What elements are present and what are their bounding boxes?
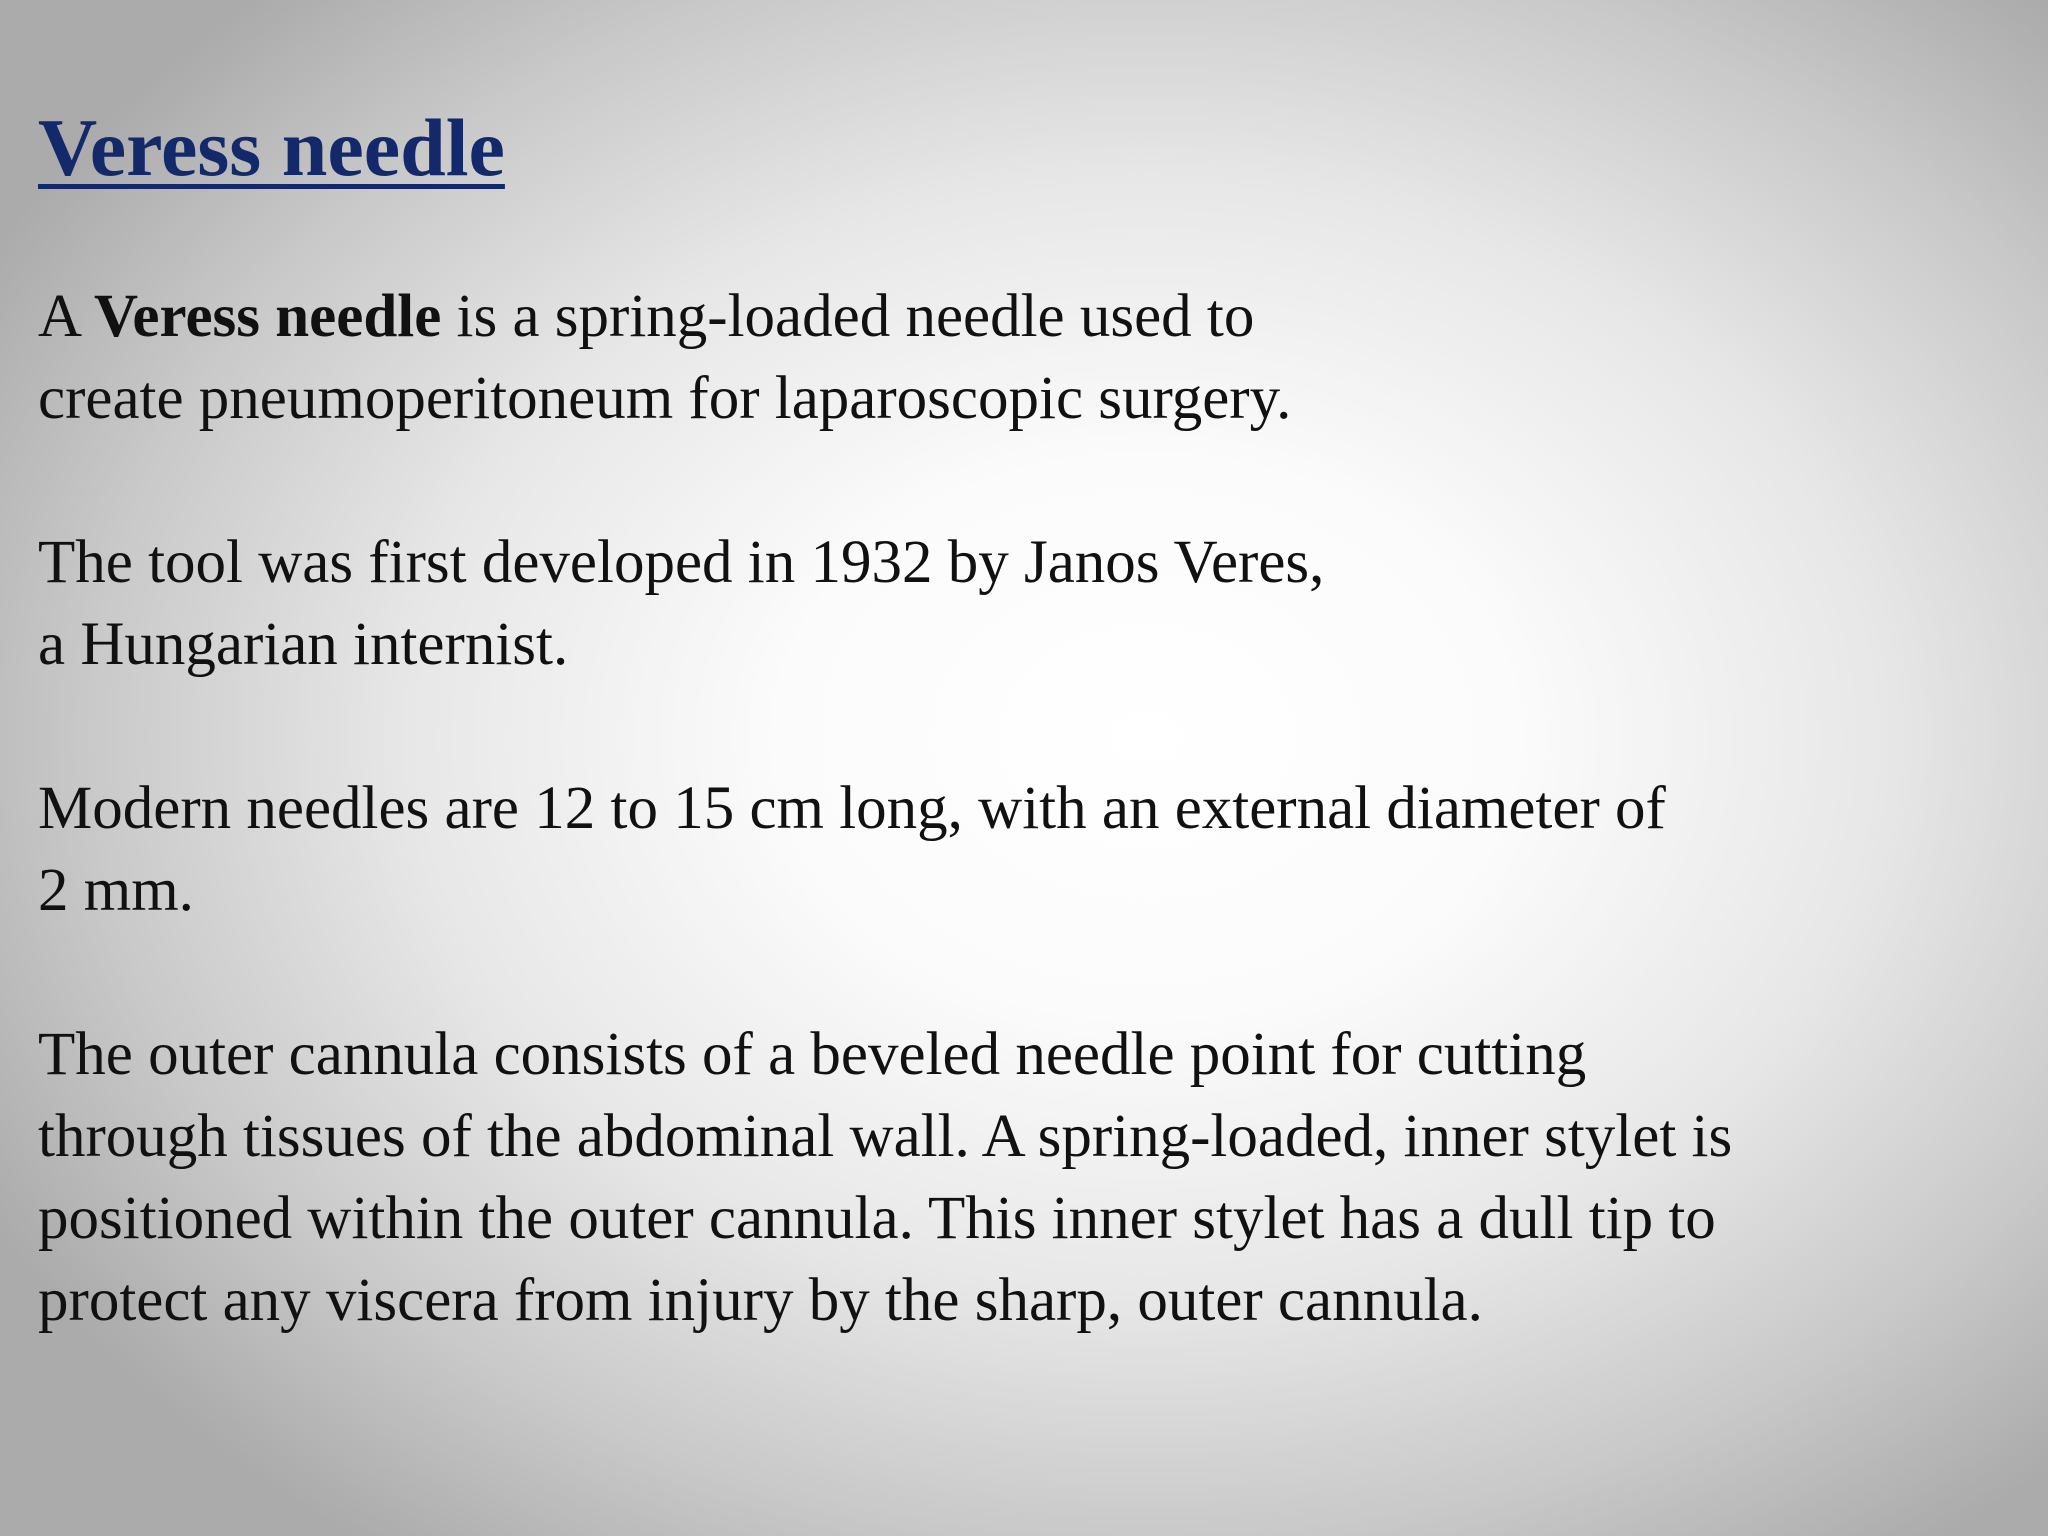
text-run: A <box>38 283 94 350</box>
paragraph-line: Modern needles are 12 to 15 cm long, with an external diameter of <box>38 775 1666 842</box>
text-run: is a spring-loaded needle used to <box>441 283 1255 350</box>
paragraph-line: through tissues of the abdominal wall. A spring-loaded, inner stylet is <box>38 1103 1733 1170</box>
slide-title: Veress needle <box>38 102 505 193</box>
paragraph-line: positioned within the outer cannula. This inner stylet has a dull tip to <box>38 1185 1716 1252</box>
paragraph-definition <box>38 276 1291 440</box>
bold-term: Veress needle <box>93 283 442 350</box>
slide <box>38 0 2028 1536</box>
paragraph-line: protect any viscera from injury by the sharp, outer cannula. <box>38 1267 1483 1334</box>
paragraph-line: The outer cannula consists of a beveled needle point for cutting <box>38 1021 1587 1088</box>
paragraph-line: The tool was first developed in 1932 by Janos Veres, <box>38 529 1325 596</box>
paragraph-line <box>38 276 1291 358</box>
paragraph-history <box>38 522 1324 686</box>
paragraph-line: create pneumoperitoneum for laparoscopic surgery. <box>38 365 1292 432</box>
paragraph-mechanism <box>38 1014 1732 1342</box>
paragraph-line: a Hungarian internist. <box>38 611 569 678</box>
paragraph-dimensions <box>38 768 1666 932</box>
paragraph-line: 2 mm. <box>38 857 194 924</box>
